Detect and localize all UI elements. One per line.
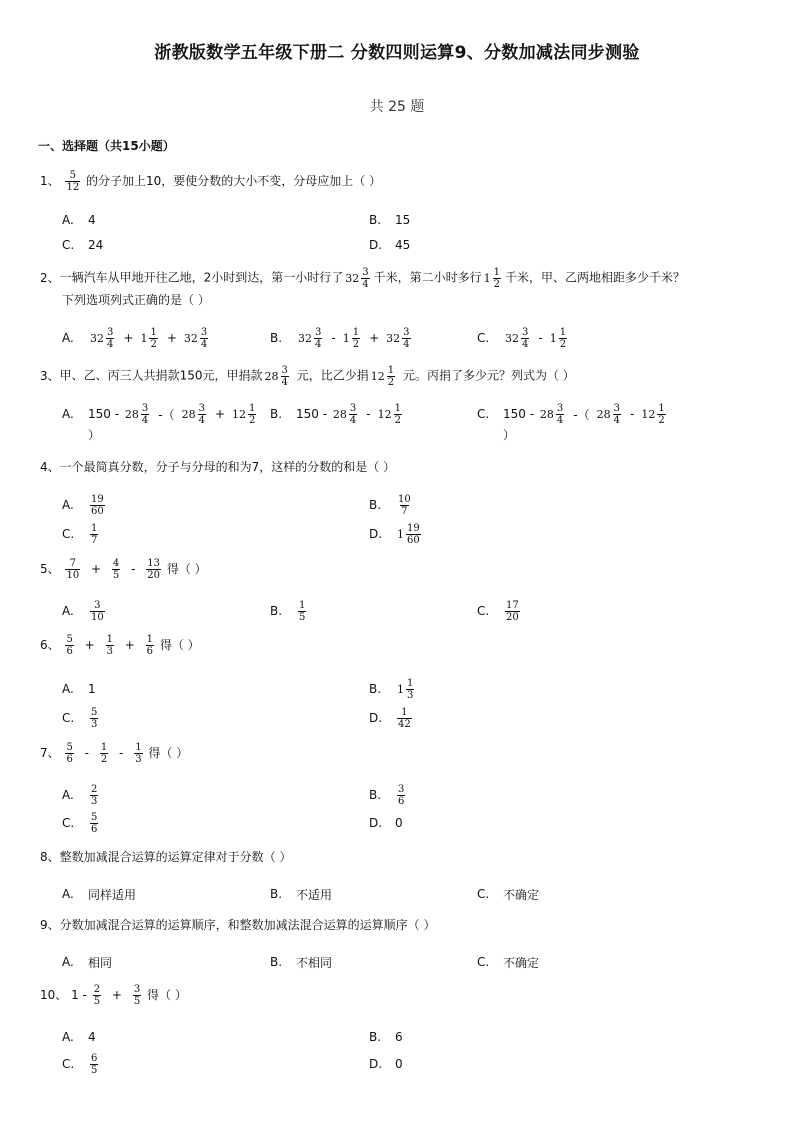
- q2-option-c[interactable]: C. 32 $\frac{3}{4}$ - 1 $\frac{1}{2}$: [477, 326, 567, 350]
- fraction: $\frac{5}{12}$: [66, 170, 80, 193]
- q1-option-d[interactable]: D. 45: [369, 238, 411, 252]
- question-count: 共 25 题: [369, 99, 425, 115]
- q4-option-d[interactable]: D. 1 $\frac{19}{60}$: [369, 522, 420, 546]
- mixed-number: 1 $\frac{1}{2}$: [483, 267, 501, 290]
- q3-option-a[interactable]: A. 150 - 28 $\frac{3}{4}$ -（ 28 $\frac{3}{4}$ + 12 $\frac{1}{2}$: [62, 402, 256, 426]
- q9-option-c[interactable]: C. 不确定: [477, 955, 540, 970]
- q8-option-c[interactable]: C. 不确定: [477, 887, 540, 902]
- q10-option-d[interactable]: D. 0: [369, 1057, 403, 1071]
- q1-option-b[interactable]: B. 15: [369, 213, 411, 227]
- question-7: 7、 $\frac{5}{6}$ - $\frac{1}{2}$ - $\frac{1}{3}$ 得（ ）: [40, 742, 189, 765]
- q7-option-a[interactable]: A. $\frac{2}{3}$: [62, 783, 98, 807]
- q6-option-d[interactable]: D. $\frac{1}{42}$: [369, 706, 411, 730]
- q7-option-c[interactable]: C. $\frac{5}{6}$: [62, 811, 98, 835]
- question-1: 1、 $\frac{5}{12}$ 的分子加上10，要使分数的大小不变，分母应加上（ ）: [40, 170, 382, 193]
- q6-option-a[interactable]: A. 1: [62, 682, 96, 696]
- page-title: 浙教版数学五年级下册二 分数四则运算9、分数加减法同步测验: [154, 43, 640, 63]
- q2-option-a[interactable]: A. 32 $\frac{3}{4}$ + 1 $\frac{1}{2}$ + 32 $\frac{3}{4}$: [62, 326, 208, 350]
- q6-option-b[interactable]: B. 1 $\frac{1}{3}$: [369, 677, 414, 701]
- q10-option-a[interactable]: A. 4: [62, 1030, 96, 1044]
- q2-option-b[interactable]: B. 32 $\frac{3}{4}$ - 1 $\frac{1}{2}$ + 32 $\frac{3}{4}$: [270, 326, 410, 350]
- q9-option-b[interactable]: B. 不相同: [270, 955, 333, 970]
- q5-option-b[interactable]: B. $\frac{1}{5}$: [270, 599, 306, 623]
- q10-option-b[interactable]: B. 6: [369, 1030, 403, 1044]
- q1-option-c[interactable]: C. 24: [62, 238, 104, 252]
- mixed-number: 32 $\frac{3}{4}$: [345, 267, 369, 290]
- q4-option-c[interactable]: C. $\frac{1}{7}$: [62, 522, 98, 546]
- q3-option-b[interactable]: B. 150 - 28 $\frac{3}{4}$ - 12 $\frac{1}{2}$: [270, 402, 401, 426]
- q10-option-c[interactable]: C. $\frac{6}{5}$: [62, 1052, 98, 1076]
- q5-option-a[interactable]: A. $\frac{3}{10}$: [62, 599, 104, 623]
- q3-option-c-close: ）: [503, 427, 516, 442]
- question-2-line2: 下列选项列式正确的是（ ）: [62, 293, 210, 307]
- question-8: 8、整数加减混合运算的运算定律对于分数（ ）: [40, 850, 292, 864]
- q3-option-c[interactable]: C. 150 - 28 $\frac{3}{4}$ -（ 28 $\frac{3}{4}$ - 12 $\frac{1}{2}$: [477, 402, 665, 426]
- q5-option-c[interactable]: C. $\frac{17}{20}$: [477, 599, 519, 623]
- q8-option-b[interactable]: B. 不适用: [270, 887, 333, 902]
- q8-option-a[interactable]: A. 同样适用: [62, 887, 137, 902]
- section-heading: 一、选择题（共15小题）: [38, 139, 175, 153]
- question-2: 2、一辆汽车从甲地开往乙地，2小时到达，第一小时行了 32 $\frac{3}{4}$ 千米，第二小时多行 1 $\frac{1}{2}$ 千米，甲、乙两地相距多少千米？: [40, 267, 686, 290]
- q7-option-d[interactable]: D. 0: [369, 816, 403, 830]
- q4-option-a[interactable]: A. $\frac{19}{60}$: [62, 493, 104, 517]
- question-10: 10、 1 - $\frac{2}{5}$ + $\frac{3}{5}$ 得（ ）: [40, 984, 187, 1007]
- question-4: 4、一个最简真分数，分子与分母的和为7，这样的分数的和是（ ）: [40, 460, 396, 474]
- q6-option-c[interactable]: C. $\frac{5}{3}$: [62, 706, 98, 730]
- q7-option-b[interactable]: B. $\frac{3}{6}$: [369, 783, 405, 807]
- question-3: 3、甲、乙、丙三人共捐款150元，甲捐款 28 $\frac{3}{4}$ 元，比乙少捐 12 $\frac{1}{2}$ 元。丙捐了多少元？列式为（ ）: [40, 365, 575, 388]
- question-9: 9、分数加减混合运算的运算顺序，和整数加减法混合运算的运算顺序（ ）: [40, 918, 436, 932]
- question-5: 5、 $\frac{7}{10}$ + $\frac{4}{5}$ - $\frac{13}{20}$ 得（ ）: [40, 558, 207, 581]
- q1-option-a[interactable]: A. 4: [62, 213, 96, 227]
- question-6: 6、 $\frac{5}{6}$ + $\frac{1}{3}$ + $\frac{1}{6}$ 得（ ）: [40, 634, 200, 657]
- q3-option-a-close: ）: [88, 427, 101, 442]
- q4-option-b[interactable]: B. $\frac{10}{7}$: [369, 493, 411, 517]
- q9-option-a[interactable]: A. 相同: [62, 955, 113, 970]
